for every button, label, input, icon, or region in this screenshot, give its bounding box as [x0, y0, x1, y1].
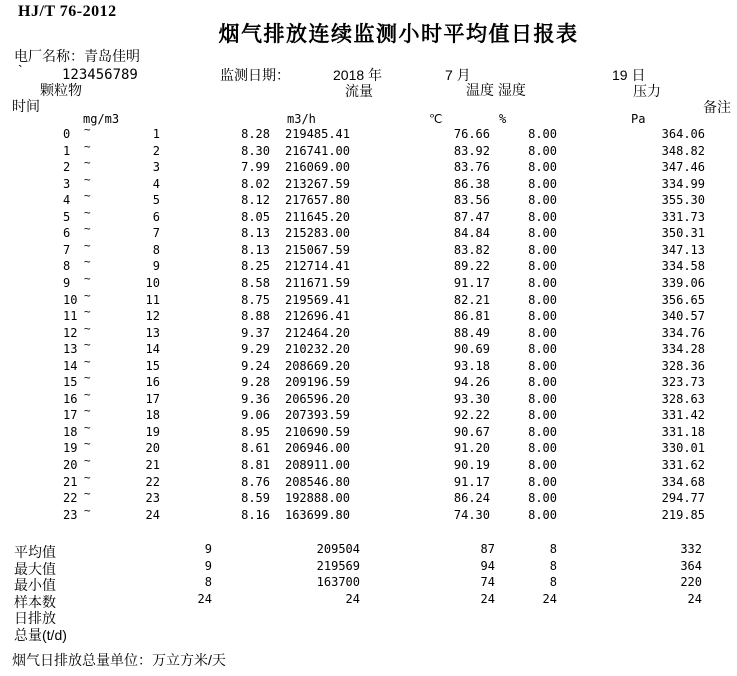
unit-particulate: mg/m3 [83, 112, 120, 126]
temperature-value: 89.22 [453, 259, 490, 274]
particulate-value: 8.81 [241, 458, 270, 472]
pressure-value: 334.76 [661, 325, 705, 340]
page-title: 烟气排放连续监测小时平均值日报表 [218, 23, 579, 46]
flow-value: 215283.00 [284, 226, 350, 241]
hour-start: 19 [63, 441, 78, 456]
hour-end: 24 [145, 507, 160, 522]
hour-end: 23 [145, 491, 160, 506]
hour-end: 3 [152, 160, 160, 175]
particulate-value: 8.59 [241, 491, 270, 506]
humidity-value: 8.00 [528, 193, 557, 208]
column-header-pressure: 压力 [633, 83, 661, 99]
plant-code: 123456789 [62, 67, 138, 83]
unit-temperature: ℃ [429, 112, 443, 126]
particulate-value: 7.99 [241, 160, 270, 175]
humidity-value: 8.00 [528, 375, 557, 390]
summary-row [0, 625, 737, 642]
summary-humidity-value: 24 [542, 591, 557, 606]
hour-start: 23 [63, 507, 78, 522]
tilde-separator: ~ [84, 487, 91, 501]
hour-start: 17 [63, 408, 78, 423]
footer-note: 烟气日排放总量单位：万立方米/天 [12, 652, 226, 668]
summary-humidity-value: 8 [549, 542, 557, 556]
summary-label: 样本数 [14, 593, 56, 610]
monitor-date-year: 2018 年 [333, 67, 383, 83]
flow-value: 208911.00 [284, 458, 350, 472]
hour-end: 22 [145, 474, 160, 489]
tilde-separator: ~ [84, 387, 91, 401]
flow-value: 206946.00 [284, 441, 350, 456]
column-header-temp-humidity: 温度 湿度 [466, 82, 526, 98]
summary-humidity-value: 8 [549, 575, 557, 589]
temperature-value: 90.67 [453, 424, 490, 439]
tilde-separator: ~ [84, 354, 91, 368]
particulate-value: 9.36 [241, 391, 270, 406]
hour-start: 7 [63, 242, 71, 257]
tilde-separator: ~ [84, 271, 91, 285]
pressure-value: 328.36 [661, 358, 705, 373]
summary-particulate-value: 8 [204, 575, 212, 589]
flow-value: 219485.41 [284, 127, 350, 141]
hour-end: 15 [145, 358, 160, 373]
flow-value: 208546.80 [284, 474, 350, 489]
humidity-value: 8.00 [528, 176, 557, 191]
hour-end: 5 [152, 193, 160, 208]
hour-start: 12 [63, 325, 78, 340]
flow-value: 219569.41 [284, 292, 350, 307]
pressure-value: 331.62 [661, 458, 705, 472]
hour-start: 16 [63, 391, 78, 406]
humidity-value: 8.00 [528, 458, 557, 472]
column-header-particulate: 颗粒物 [40, 82, 82, 98]
pressure-value: 328.63 [661, 391, 705, 406]
summary-label: 最小值 [14, 577, 56, 593]
hour-end: 19 [145, 424, 160, 439]
flow-value: 210232.20 [284, 342, 350, 357]
tilde-separator: ~ [84, 123, 91, 136]
flow-value: 207393.59 [284, 408, 350, 423]
pressure-value: 347.46 [661, 160, 705, 175]
particulate-value: 8.12 [241, 193, 270, 208]
hour-start: 0 [63, 127, 71, 141]
column-header-time: 时间 [12, 98, 40, 114]
summary-temperature-value: 87 [480, 542, 495, 556]
tilde-separator: ~ [84, 470, 91, 484]
particulate-value: 9.28 [241, 375, 270, 390]
temperature-value: 76.66 [453, 127, 490, 141]
tilde-separator: ~ [84, 205, 91, 219]
tilde-separator: ~ [84, 454, 91, 467]
hour-start: 10 [63, 292, 78, 307]
temperature-value: 91.20 [453, 441, 490, 456]
summary-temperature-value: 94 [480, 558, 495, 573]
particulate-value: 8.28 [241, 127, 270, 141]
hour-start: 6 [63, 226, 71, 241]
humidity-value: 8.00 [528, 209, 557, 224]
tilde-separator: ~ [84, 404, 91, 418]
summary-pressure-value: 24 [687, 591, 702, 606]
temperature-value: 93.30 [453, 391, 490, 406]
humidity-value: 8.00 [528, 143, 557, 158]
particulate-value: 8.75 [241, 292, 270, 307]
summary-label: 日排放 [14, 610, 56, 626]
standard-number: HJ/T 76-2012 [18, 3, 117, 20]
plant-name-label: 电厂名称：青岛佳明 [14, 48, 140, 64]
hour-start: 4 [63, 193, 71, 208]
tilde-separator: ~ [84, 503, 91, 517]
unit-flow: m3/h [287, 112, 316, 126]
humidity-value: 8.00 [528, 127, 557, 141]
humidity-value: 8.00 [528, 358, 557, 373]
hour-start: 5 [63, 209, 71, 224]
humidity-value: 8.00 [528, 474, 557, 489]
humidity-value: 8.00 [528, 441, 557, 456]
humidity-value: 8.00 [528, 309, 557, 324]
flow-value: 211671.59 [284, 275, 350, 290]
hour-end: 6 [152, 209, 160, 224]
particulate-value: 8.61 [241, 441, 270, 456]
pressure-value: 331.73 [661, 209, 705, 224]
hour-end: 16 [145, 375, 160, 390]
monitor-date-month: 7 月 [445, 67, 471, 83]
pressure-value: 350.31 [661, 226, 705, 241]
summary-pressure-value: 332 [680, 542, 702, 556]
hour-end: 4 [152, 176, 160, 191]
summary-row [0, 575, 737, 592]
summary-flow-value: 24 [345, 591, 360, 606]
temperature-value: 91.17 [453, 474, 490, 489]
hour-start: 18 [63, 424, 78, 439]
summary-label: 总量(t/d) [14, 626, 67, 643]
pressure-value: 294.77 [661, 491, 705, 506]
pressure-value: 339.06 [661, 275, 705, 290]
hour-end: 13 [145, 325, 160, 340]
summary-temperature-value: 74 [480, 575, 495, 589]
tilde-separator: ~ [84, 321, 91, 335]
tilde-separator: ~ [84, 139, 91, 153]
summary-flow-value: 163700 [316, 575, 360, 589]
hour-start: 22 [63, 491, 78, 506]
summary-pressure-value: 220 [680, 575, 702, 589]
hour-end: 12 [145, 309, 160, 324]
flow-value: 212696.41 [284, 309, 350, 324]
hour-start: 13 [63, 342, 78, 357]
hour-end: 11 [145, 292, 160, 307]
tilde-separator: ~ [84, 156, 91, 170]
pressure-value: 323.73 [661, 375, 705, 390]
temperature-value: 90.19 [453, 458, 490, 472]
humidity-value: 8.00 [528, 160, 557, 175]
hour-end: 20 [145, 441, 160, 456]
humidity-value: 8.00 [528, 259, 557, 274]
summary-temperature-value: 24 [480, 591, 495, 606]
summary-row [0, 559, 737, 576]
pressure-value: 334.68 [661, 474, 705, 489]
plant-mark: ` [18, 62, 23, 78]
particulate-value: 8.76 [241, 474, 270, 489]
tilde-separator: ~ [84, 305, 91, 319]
temperature-value: 83.92 [453, 143, 490, 158]
hour-end: 14 [145, 342, 160, 357]
temperature-value: 86.38 [453, 176, 490, 191]
summary-pressure-value: 364 [680, 558, 702, 573]
particulate-value: 8.13 [241, 242, 270, 257]
flow-value: 206596.20 [284, 391, 350, 406]
flow-value: 212714.41 [284, 259, 350, 274]
flow-value: 216741.00 [284, 143, 350, 158]
humidity-value: 8.00 [528, 242, 557, 257]
tilde-separator: ~ [84, 288, 91, 302]
temperature-value: 82.21 [453, 292, 490, 307]
particulate-value: 9.06 [241, 408, 270, 423]
flow-value: 209196.59 [284, 375, 350, 390]
unit-pressure: Pa [631, 112, 646, 126]
particulate-value: 8.25 [241, 259, 270, 274]
hour-end: 2 [152, 143, 160, 158]
hour-end: 10 [145, 275, 160, 290]
hour-start: 9 [63, 275, 71, 290]
summary-row [0, 608, 737, 625]
hour-start: 20 [63, 458, 78, 472]
flow-value: 217657.80 [284, 193, 350, 208]
hour-end: 9 [152, 259, 160, 274]
hour-start: 3 [63, 176, 71, 191]
hour-start: 8 [63, 259, 71, 274]
pressure-value: 334.28 [661, 342, 705, 357]
tilde-separator: ~ [84, 371, 91, 385]
tilde-separator: ~ [84, 189, 91, 203]
temperature-value: 86.24 [453, 491, 490, 506]
hour-end: 18 [145, 408, 160, 423]
tilde-separator: ~ [84, 255, 91, 269]
summary-row [0, 542, 737, 559]
temperature-value: 93.18 [453, 358, 490, 373]
flow-value: 208669.20 [284, 358, 350, 373]
tilde-separator: ~ [84, 238, 91, 252]
unit-humidity: % [499, 112, 507, 126]
summary-label: 平均值 [14, 544, 56, 560]
temperature-value: 91.17 [453, 275, 490, 290]
temperature-value: 84.84 [453, 226, 490, 241]
pressure-value: 340.57 [661, 309, 705, 324]
pressure-value: 347.13 [661, 242, 705, 257]
hour-end: 7 [152, 226, 160, 241]
pressure-value: 334.99 [661, 176, 705, 191]
temperature-value: 83.76 [453, 160, 490, 175]
flow-value: 215067.59 [284, 242, 350, 257]
particulate-value: 8.58 [241, 275, 270, 290]
temperature-value: 94.26 [453, 375, 490, 390]
tilde-separator: ~ [84, 172, 91, 186]
pressure-value: 355.30 [661, 193, 705, 208]
pressure-value: 356.65 [661, 292, 705, 307]
temperature-value: 83.82 [453, 242, 490, 257]
hour-start: 14 [63, 358, 78, 373]
summary-flow-value: 209504 [316, 542, 360, 556]
hour-end: 1 [152, 127, 160, 141]
hour-start: 1 [63, 143, 71, 158]
flow-value: 211645.20 [284, 209, 350, 224]
hour-end: 8 [152, 242, 160, 257]
particulate-value: 9.37 [241, 325, 270, 340]
monitor-date-day: 19 日 [612, 67, 646, 83]
temperature-value: 74.30 [453, 507, 490, 522]
hour-end: 17 [145, 391, 160, 406]
humidity-value: 8.00 [528, 342, 557, 357]
flow-value: 213267.59 [284, 176, 350, 191]
pressure-value: 331.42 [661, 408, 705, 423]
summary-row [0, 592, 737, 609]
particulate-value: 8.02 [241, 176, 270, 191]
humidity-value: 8.00 [528, 424, 557, 439]
monitor-date-label: 监测日期： [220, 67, 290, 83]
column-header-flow: 流量 [345, 83, 373, 99]
humidity-value: 8.00 [528, 226, 557, 241]
pressure-value: 334.58 [661, 259, 705, 274]
temperature-value: 90.69 [453, 342, 490, 357]
hour-end: 21 [145, 458, 160, 472]
pressure-value: 330.01 [661, 441, 705, 456]
flow-value: 163699.80 [284, 507, 350, 522]
flow-value: 192888.00 [284, 491, 350, 506]
humidity-value: 8.00 [528, 325, 557, 340]
particulate-value: 8.88 [241, 309, 270, 324]
particulate-value: 8.05 [241, 209, 270, 224]
summary-label: 最大值 [14, 560, 56, 577]
pressure-value: 219.85 [661, 507, 705, 522]
humidity-value: 8.00 [528, 292, 557, 307]
humidity-value: 8.00 [528, 408, 557, 423]
tilde-separator: ~ [84, 222, 91, 236]
pressure-value: 364.06 [661, 127, 705, 141]
summary-humidity-value: 8 [549, 558, 557, 573]
temperature-value: 86.81 [453, 309, 490, 324]
particulate-value: 8.30 [241, 143, 270, 158]
particulate-value: 9.29 [241, 342, 270, 357]
summary-particulate-value: 9 [204, 558, 212, 573]
flow-value: 212464.20 [284, 325, 350, 340]
tilde-separator: ~ [84, 437, 91, 451]
column-header-remark: 备注 [703, 99, 731, 115]
flow-value: 210690.59 [284, 424, 350, 439]
temperature-value: 88.49 [453, 325, 490, 340]
humidity-value: 8.00 [528, 275, 557, 290]
pressure-value: 348.82 [661, 143, 705, 158]
hour-start: 11 [63, 309, 78, 324]
particulate-value: 8.16 [241, 507, 270, 522]
particulate-value: 9.24 [241, 358, 270, 373]
summary-particulate-value: 9 [204, 542, 212, 556]
humidity-value: 8.00 [528, 507, 557, 522]
particulate-value: 8.13 [241, 226, 270, 241]
pressure-value: 331.18 [661, 424, 705, 439]
hour-start: 2 [63, 160, 71, 175]
humidity-value: 8.00 [528, 391, 557, 406]
temperature-value: 87.47 [453, 209, 490, 224]
particulate-value: 8.95 [241, 424, 270, 439]
tilde-separator: ~ [84, 338, 91, 352]
humidity-value: 8.00 [528, 491, 557, 506]
hour-start: 15 [63, 375, 78, 390]
flow-value: 216069.00 [284, 160, 350, 175]
temperature-value: 92.22 [453, 408, 490, 423]
summary-particulate-value: 24 [197, 591, 212, 606]
hour-start: 21 [63, 474, 78, 489]
tilde-separator: ~ [84, 420, 91, 434]
temperature-value: 83.56 [453, 193, 490, 208]
summary-flow-value: 219569 [316, 558, 360, 573]
